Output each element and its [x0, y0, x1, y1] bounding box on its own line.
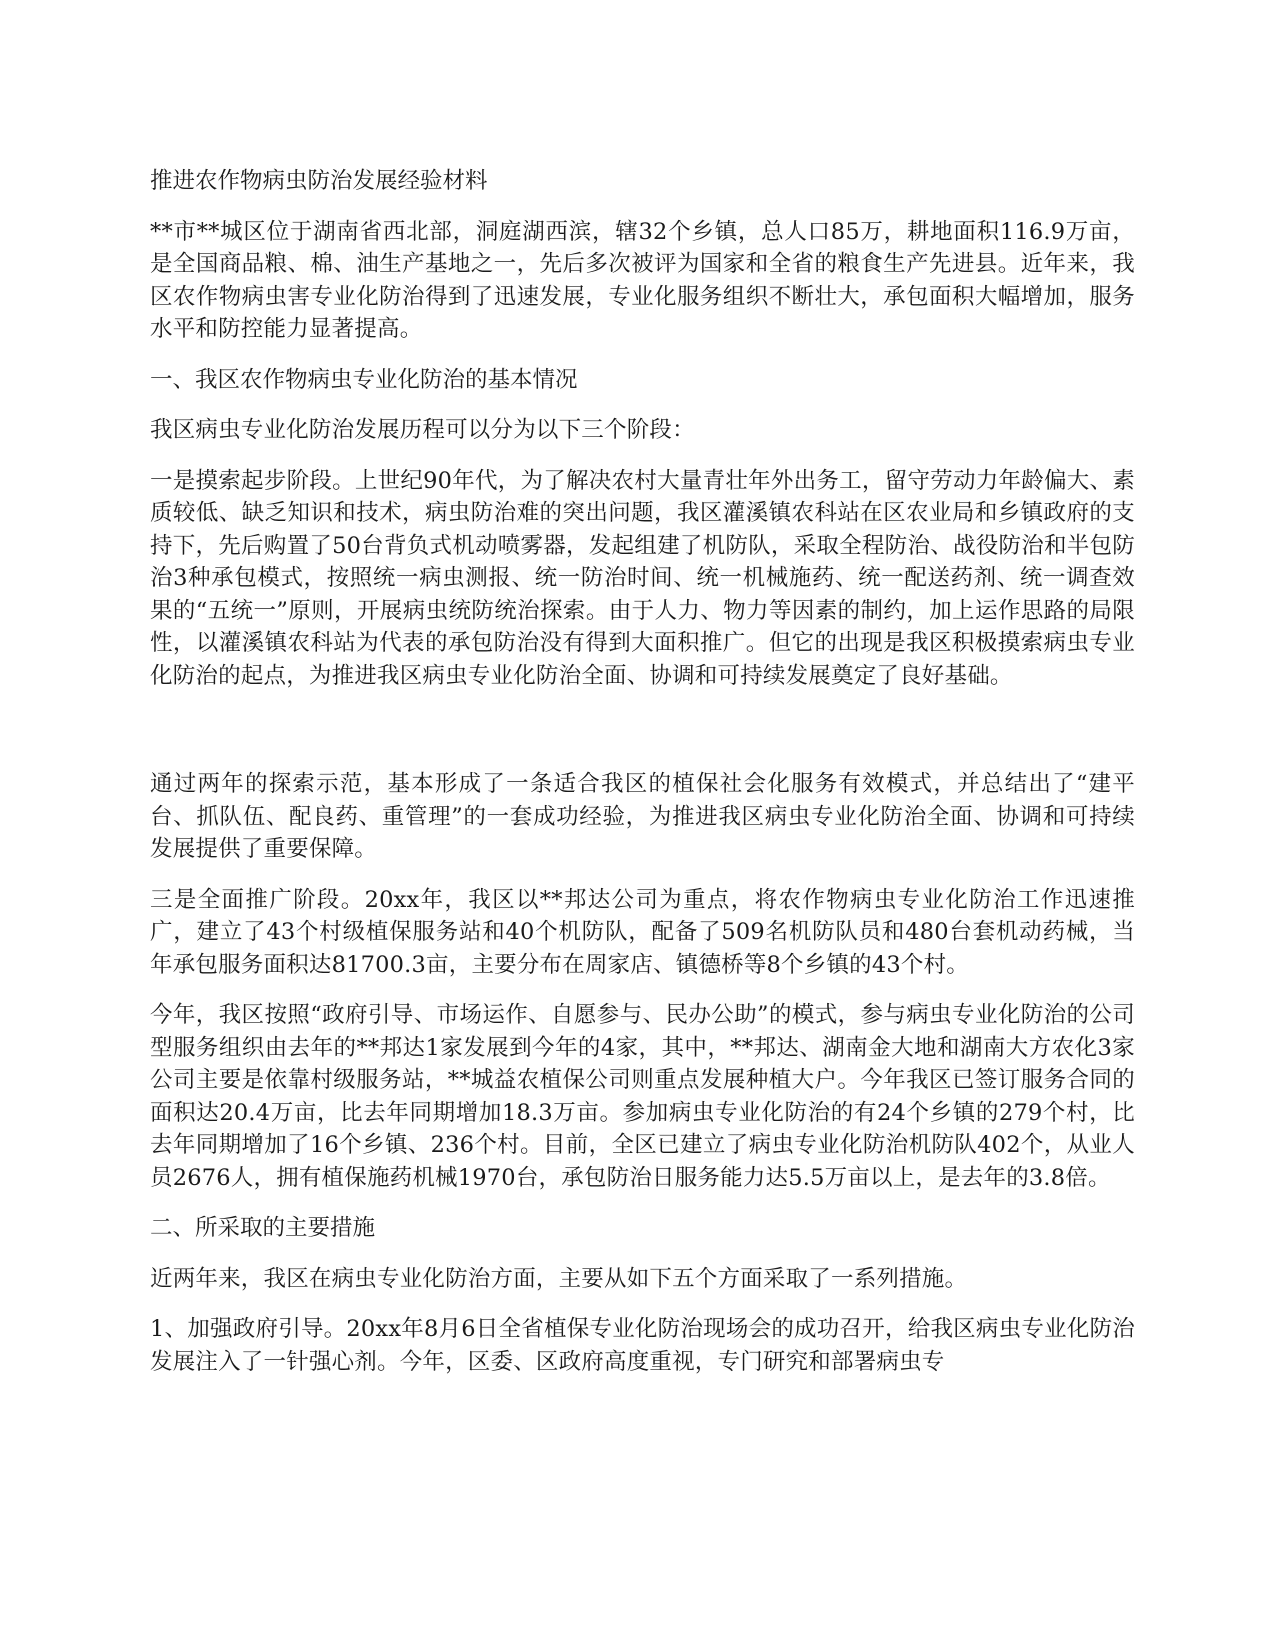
measures-intro-paragraph: 近两年来，我区在病虫专业化防治方面，主要从如下五个方面采取了一系列措施。 — [150, 1265, 968, 1292]
stages-intro-paragraph: 我区病虫专业化防治发展历程可以分为以下三个阶段： — [150, 417, 695, 443]
section-heading-1: 一、我区农作物病虫专业化防治的基本情况 — [150, 366, 578, 393]
stage-three-paragraph: 三是全面推广阶段。20xx年，我区以**邦达公司为重点，将农作物病虫专业化防治工作迅速推广，建立了43个村级植保服务站和40个机防队，配备了509名机防队员和480台套机动药械，当年承包服务面积达81700.3亩，主要分布在周家店、镇德桥等8个乡镇的43个村。 — [150, 886, 1135, 978]
paragraph-gap — [150, 710, 1135, 768]
stage-one-paragraph: 一是摸索起步阶段。上世纪90年代，为了解决农村大量青壮年外出务工，留守劳动力年龄偏大、素质较低、缺乏知识和技术，病虫防治难的突出问题，我区灌溪镇农科站在区农业局和乡镇政府的支持下，先后购置了50台背负式机动喷雾器，发起组建了机防队，采取全程防治、战役防治和半包防治3种承包模式，按照统一病虫测报、统一防治时间、统一机械施药、统一配送药剂、统一调查效果的“五统一”原则，开展病虫统防统治探索。由于人力、物力等因素的制约，加上运作思路的局限性，以灌溪镇农科站为代表的承包防治没有得到大面积推广。但它的出现是我区积极摸索病虫专业化防治的起点，为推进我区病虫专业化防治全面、协调和可持续发展奠定了良好基础。 — [150, 467, 1135, 689]
this-year-paragraph: 今年，我区按照“政府引导、市场运作、自愿参与、民办公助”的模式，参与病虫专业化防治的公司型服务组织由去年的**邦达1家发展到今年的4家，其中，**邦达、湖南金大地和湖南大方农化3家公司主要是依靠村级服务站，**城益农植保公司则重点发展种植大户。今年我区已签订服务合同的面积达20.4万亩，比去年同期增加18.3万亩。参加病虫专业化防治的有24个乡镇的279个村，比去年同期增加了16个乡镇、236个村。目前，全区已建立了病虫专业化防治机防队402个，从业人员2676人，拥有植保施药机械1970台，承包防治日服务能力达5.5万亩以上，是去年的3.8倍。 — [150, 1002, 1135, 1191]
section-heading-2: 二、所采取的主要措施 — [150, 1215, 376, 1241]
document-title: 推进农作物病虫防治发展经验材料 — [150, 168, 488, 194]
measure-one-paragraph: 1、加强政府引导。20xx年8月6日全省植保专业化防治现场会的成功召开，给我区病虫专业化防治发展注入了一针强心剂。今年，区委、区政府高度重视，专门研究和部署病虫专 — [150, 1316, 1135, 1375]
exploration-summary-paragraph: 通过两年的探索示范，基本形成了一条适合我区的植保社会化服务有效模式，并总结出了“建平台、抓队伍、配良药、重管理”的一套成功经验，为推进我区病虫专业化防治全面、协调和可持续发展提供了重要保障。 — [150, 771, 1135, 862]
intro-paragraph: **市**城区位于湖南省西北部，洞庭湖西滨，辖32个乡镇，总人口85万，耕地面积116.9万亩，是全国商品粮、棉、油生产基地之一，先后多次被评为国家和全省的粮食生产先进县。近年来，我区农作物病虫害专业化防治得到了迅速发展，专业化服务组织不断壮大，承包面积大幅增加，服务水平和防控能力显著提高。 — [150, 218, 1135, 342]
document-page — [150, 165, 1135, 1396]
